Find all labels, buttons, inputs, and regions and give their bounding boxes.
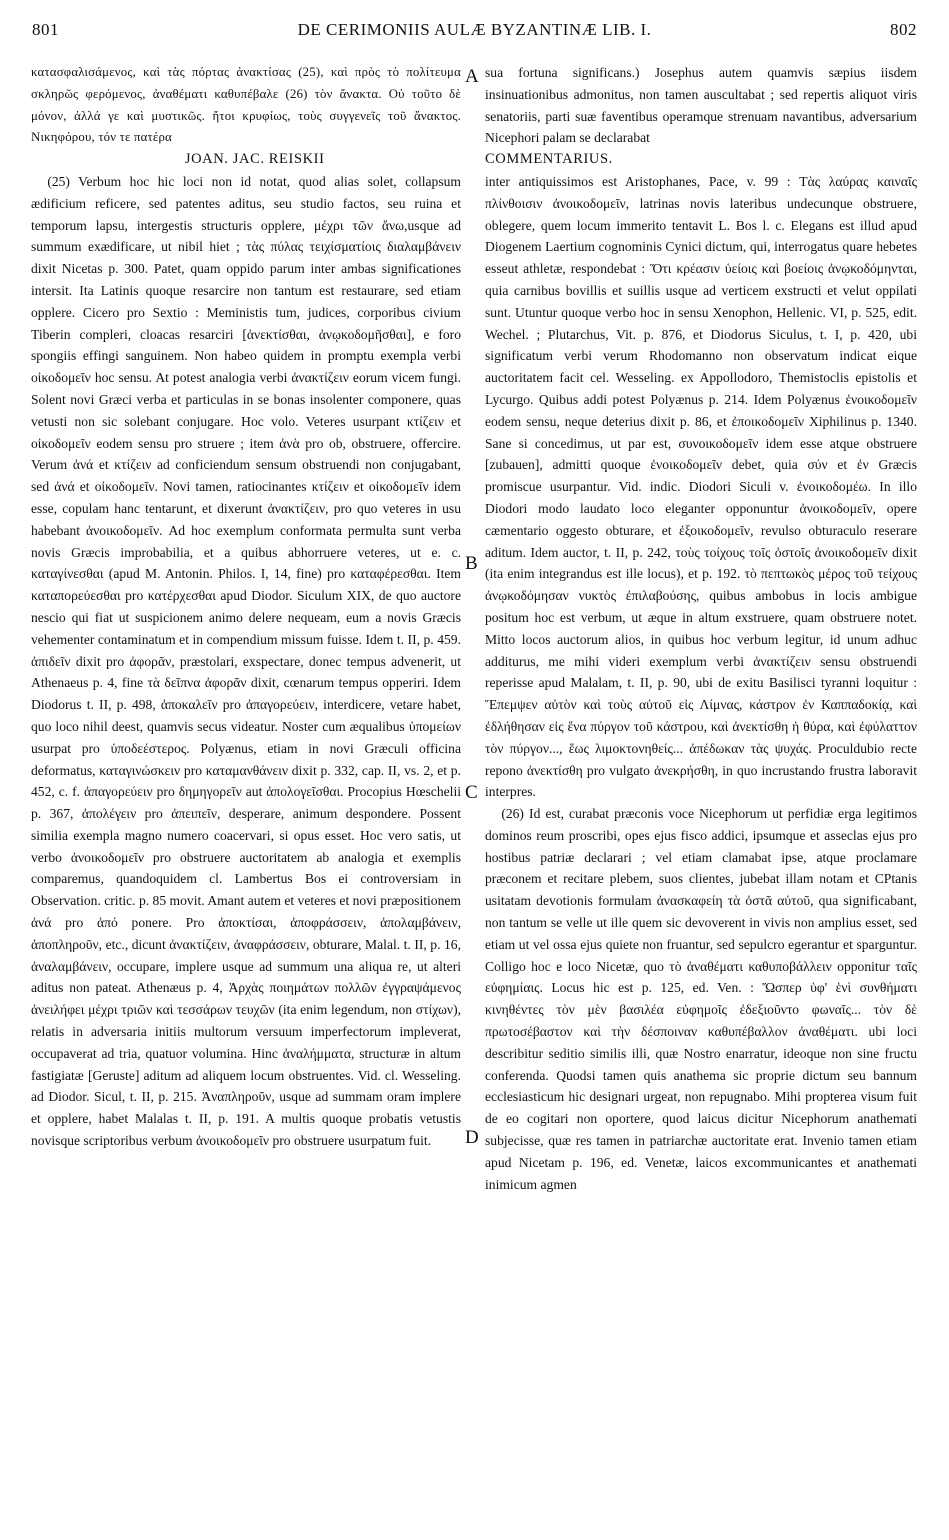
note-25: (25) Verbum hoc hic loci non id notat, quod alias solet, collapsum ædificium reficere, sed patentes aditus, seu studio factos, seu ruina et temporum lapsu, intergestis structuris opplere, μέχρι τῶν ἄνω,usque ad summum exædificare, ut nibil hiet ; τὰς πύλας τειχίσματίοις διαλαμβάνειν dixit Nicetas p. 300. Patet, quam oppido parum inter ambas significationes intersit. Ita Latinis quoque resarcire non tantum est restaurare, sed etiam opplere. Cicero pro Sextio : Meministis tum, judices, corporibus civium Tiberin compleri, cloacas resarciri [ἀνεκτίσθαι, ἀνῳκοδομῆσθαι], e foro spongiis effingi sanguinem. Non habeo quidem in promptu exempla verbi οἰκοδομεῖν hoc sensu. At potest analogia verbi ἀνακτίζειν eorum vicem fungi. Solent novi Græci verba et particulas in se bonas insolenter componere, quas vetusti non sic solebant conjugare. Hoc volo. Veteres usurpant κτίζειν et οἰκοδομεῖν eodem sensu pro struere ; item ἀνὰ pro ob, obstruere, offercire. Verum ἀνά et κτίζειν ad conficiendum sensum obstruendi non conjugabant, sed ἀνά et οἰκοδομεῖν. Novi tamen, ratiocinantes κτίζειν et οἰκοδομεῖν idem esse, copulam hanc tentarunt, et dixerunt ἀνακτίζειν, pro quo veteres in usu habebant ἀνοικοδομεῖν. Ad hoc exemplum conformata permulta sunt verba novis Græcis improbabilia, et a quibus abhorruere veteres, ut e. c. καταγίνεσθαι (apud M. Antonin. Philos. I, 14, fine) pro καταφέρεσθαι. Item καταπορεύεσθαι pro κατέρχεσθαι apud Diodor. Siculum XIX, de quo auctore nescio qui fiat ut suspicionem animo delere nequeam, eum a novis Græcis vehementer contaminatum et in compendium missum fuisse. Idem t. II, p. 459. ἀπιδεῖν dixit pro ἀφορᾶν, præstolari, exspectare, donec tempus advenerit, ut Athenaeus p. 4, fine τὰ δεῖπνα ἀφορᾶν dixit, cœnarum tempus opperiri. Idem Diodorus t. II, p. 498, ἀποκαλεῖν pro ἀπαγορεύειν, interdicere, vetare habet, quo loco nihil deest, quamvis secus videatur. Noster cum æqualibus ὑπομείων usurpat pro ὑποδεέστερος. Polyænus, etiam in novi Græculi officina deformatus, καταγινώσκειν pro καταμανθάνειν dixit p. 332, cap. II, vs. 2, et p. 452, c. f. ἀπαγορεύειν pro δημηγορεῖν aut ἀπολογεῖσθαι. Procopius Hœschelii p. 367, ἀπολέγειν pro ἀπειπεῖν, desperare, animum despondere. Possent similia exempla magno numero coacervari, si opus esset. Hoc vero satis, ut verbo ἀνοικοδομεῖν pro obstruere auctoritatem ab analogia et exemplis comparemus, quandoquidem cl. Lambertus Bos ei controversiam in Observation. critic. p. 85 movit. Amant autem et veteres et novi præpositionem ἀνά pro ἀπό ponere. Pro ἀποκτίσαι, ἀποφράσσειν, ἀπολαμβάνειν, ἀποπληροῦν, etc., dicunt ἀνακτίζειν, ἀναφράσσειν, obturare, Malal. t. II, p. 16, ἀναλαμβάνειν, occupare, implere usque ad summum una aliqua re, ut alteri aditus non pateat. Athenæus p. 4, Ἀρχὰς ποιημάτων πολλῶν ἐγγραψάμενος ἀνειλήφει μέχρι τριῶν καὶ τεσσάρων τευχῶν (ita enim legendum, non στίχων), relatis in adversaria initiis multorum versuum imperfectorum impleverat, occupaverat ad tria, quatuor volumina. Hinc ἀναλήμματα, structuræ in altum fastigiatæ [Geruste] aditum ad aliquem locum obstruentes. Vid. cl. Wesseling. ad Diodor. Sicul, t. II, p. 215. Ἀναπληροῦν, usque ad summam oram implere et opplere, habet Malalas t. II, p. 191. A multis quoque probatis vetustis novisque scriptoribus verbum ἀνοικοδομεῖν pro obstruere usurpatum fuit.	[31, 173, 462, 1149]
left-column	[31, 62, 461, 1152]
running-header	[24, 20, 925, 50]
note-26: (26) Id est, curabat præconis voce Nicephorum ut perfidiæ erga legitimos dominos reum proscribi, opes ejus fisco addici, ipsumque et asseclas ejus pro hostibus patriæ declarari ; vel etiam clamabat ipse, atque proclamare præconem et recitare plebem, suos clientes, jubebat illam notam et CPtanis usitatam devotionis formulam ἀνασκαφείη τὰ ὀστᾶ αὐτοῦ, qua significabant, non tantum se velle ut ille quem sic devoverent in vivis non amplius esset, sed etiam ut vel ossa ejus quiete non fruantur, sed sepulcro egerantur et sparguntur. Colligo hoc e loco Nicetæ, quo τὸ ἀναθέματι καθυποβάλλειν opponitur ταῖς εὐφημίαις. Locus hic est p. 125, ed. Ven. : Ὥσπερ ὑφ' ἑνὶ συνθήματι κινηθέντες τὸν μὲν βασιλέα εὐφημοῖς ἐδεξιοῦντο φωναῖς... τὸν δὲ πρωτοσέβαστον καὶ τὴν δέσποιναν καθυπέβαλλον ἀναθέματι. ubi loci describitur seditio similis illi, quæ Nostro enarratur, ideoque non sine fructu conferenda. Quodsi tamen quis anathema sic proprie dictum seu bannum ecclesiasticum hic designari urgeat, non repugnabo. Mihi propterea visum fuit de eo cogitari non oportere, quod laicus dicitur Nicephorum anathemati subjecisse, quæ res tamen in patriarchæ auctoritate erat. Invenio tamen etiam apud Nicetam p. 196, ed. Venetæ, laicos excommunicantes et anathemati inimicum agmen	[485, 806, 917, 1192]
section-marker-b: B	[465, 553, 478, 574]
section-marker-c: C	[465, 782, 478, 803]
section-marker-a: A	[465, 66, 479, 87]
page-number-right: 802	[890, 20, 917, 39]
commentary-heading-left: JOAN. JAC. REISKII	[184, 151, 325, 168]
section-marker-d: D	[465, 1127, 479, 1148]
latin-translation: sua fortuna significans.) Josephus autem quamvis sæpius iisdem insinuationibus admonitus, non tamen auscultabat ; sed repertis aliquot viris senatoriis, parti suæ faventibus operamque strenuam navantibus, adversarium Nicephori palam se declarabat	[485, 65, 917, 146]
page-number-left: 801	[32, 20, 59, 39]
right-column	[485, 62, 917, 1195]
greek-text: κατασφαλισάμενος, καὶ τὰς πόρτας ἀνακτίσας (25), καὶ πρὸς τὸ πολίτευμα σκληρῶς φερόμενος, ἀναθέματι καθυπέβαλε (26) τὸν ἄνακτα. Οὐ τοῦτο δὲ μόνον, ἀλλά γε καὶ μυστικῶς. ἤτοι κρυφίως, τοὺς συγγενεῖς τοῦ ἄνακτος. Νικηφόρου, τόν τε πατέρα	[31, 65, 461, 145]
commentary-heading-right: COMMENTARIUS.	[485, 151, 613, 168]
running-title: DE CERIMONIIS AULÆ BYZANTINÆ LIB. I.	[297, 20, 652, 39]
note-25-continued: inter antiquissimos est Aristophanes, Pace, v. 99 : Τὰς λαύρας καιναῖς πλίνθοισιν ἀνοικοδομεῖν, latrinas novis lateribus undecunque obstruere, oblegere, quem locum immerito tentavit L. Bos l. c. Elegans est illud apud Diogenem Laertium cognominis Cynici dictum, qui, interrogatus quare hebetes esseut athletæ, respondebat : Ὅτι κρέασιν ὑείοις καὶ βοείοις ἀνῳκοδόμηνται, quia carnibus bovillis et suillis usque ad verticem exstructi et velut oppilati sunt. Utuntur quoque verbo hoc in sensu Xenophon, Hellenic. VI, p. 525, edit. Wechel. ; Plutarchus, Vit. p. 876, et Diodorus Siculus, t. I, p. 420, ubi significatum verbi verum Rhodomanno non observatum indicat eique auctoritatem facit cel. Wesseling. ex Appollodoro, Themistoclis epistolis et Lycurgo. Quibus addi potest Polyænus p. 214. Idem Polyænus ἐνοικοδομεῖν eodem sensu, neque deterius dixit p. 86, et ἐποικοδομεῖν Xiphilinus p. 1340. Sane si concedimus, ut par est, συνοικοδομεῖν idem esse atque obstruere [zubauen], admitti quoque ἐνοικοδομεῖν debet, quia σύν et ἐν Græcis promiscue usurpantur. Vid. indic. Diodori Siculi v. ἐνοικοδομέω. In illo Diodori modo laudato loco eleganter opponuntur ἀνοικοδομεῖν, opere cæmentario oggesto obturare, et ἐξοικοδομεῖν, revulso obturaculo reserare aditum. Idem auctor, t. II, p. 242, τοὺς τοίχους τοῖς ὀστοῖς ἀνοικοδομεῖν dixit (ita enim integrandus est ille locus), et p. 192. τὸ πεπτωκὸς μέρος τοῦ τείχους ἀνῳκοδόμησαν νυκτὸς ἐπιλαβούσης, quibus ambobus in locis ambigue positum hoc est verbum, ut æque in altum exstruere, quam obstruere notet. Mitto locos auctorum alios, in quibus hoc verbum legitur, id unum adhuc additurus, me mihi videri exemplum verbi ἀνακτίζειν sensu obstruendi reperisse apud Malalam, t. II, p. 90, ubi de exitu Basilisci tyranni loquitur : Ἔπεμψεν αὐτὸν καὶ τοὺς αὐτοῦ εἰς Λίμνας, κάστρον ἐν Καππαδοκίᾳ, καὶ ἐδλήθησαν εἰς ἕνα πύργον τοῦ κάστρου, καὶ ἀνεκτίσθη ἡ θύρα, καὶ ἐφύλαττον τὸν πύργον..., ἕως λιμοκτονηθείς... ἀπέδωκαν τὰς ψυχάς. Proculdubio recte repono ἀνεκτίσθη pro vulgato ἀνεκρήσθη, in quo incrustando frustra laboravit interpres.	[485, 173, 917, 800]
